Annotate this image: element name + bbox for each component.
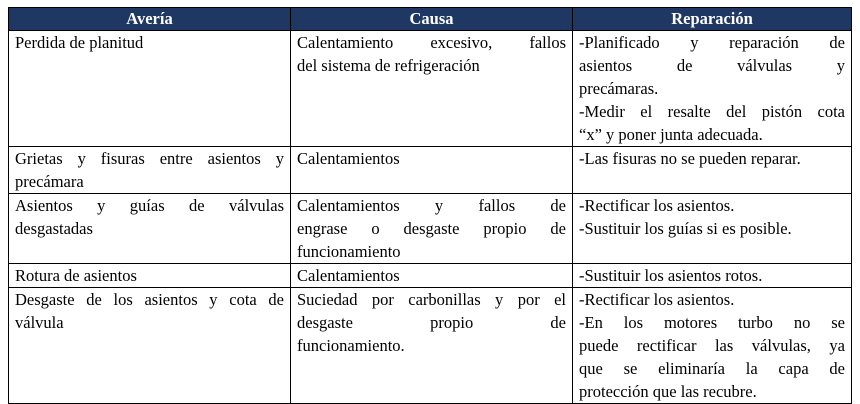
cell-line: -Medir el resalte del pistón cota — [579, 102, 845, 121]
header-reparacion: Reparación — [573, 8, 852, 31]
cell-line: Desgaste de los asientos y cota de — [15, 290, 284, 309]
cell-causa — [291, 31, 573, 147]
cell-line: Suciedad por carbonillas y por el — [297, 290, 566, 309]
cell-line: Calentamientos y fallos de — [297, 196, 566, 215]
cell-line: engrase o desgaste propio de — [297, 219, 566, 238]
cell-causa — [291, 264, 573, 288]
cell-causa — [291, 147, 573, 194]
document-page — [8, 7, 851, 404]
cell-line: -Rectificar los asientos. — [579, 196, 735, 215]
cell-averia — [9, 147, 291, 194]
cell-line: -Sustituir los asientos rotos. — [579, 266, 763, 285]
table-row — [9, 288, 852, 404]
cell-line: que se eliminaría la capa de — [579, 359, 845, 378]
cell-line: -Planificado y reparación de — [579, 33, 845, 52]
cell-line: Grietas y fisuras entre asientos y — [15, 149, 284, 168]
header-averia: Avería — [9, 8, 291, 31]
header-row — [9, 8, 852, 31]
table-row — [9, 147, 852, 194]
cell-causa — [291, 288, 573, 404]
cell-line: Perdida de planitud — [15, 33, 144, 52]
cell-line: -Las fisuras no se pueden reparar. — [579, 149, 801, 168]
cell-causa — [291, 194, 573, 264]
table-header — [9, 8, 852, 31]
cell-line: asientos de válvulas y — [579, 56, 845, 75]
cell-averia — [9, 194, 291, 264]
cell-reparacion — [573, 264, 852, 288]
cell-line: Asientos y guías de válvulas — [15, 196, 284, 215]
breakdown-table — [8, 7, 852, 404]
table-body — [9, 31, 852, 404]
cell-line: Calentamientos — [297, 266, 400, 285]
table-row — [9, 31, 852, 147]
cell-reparacion — [573, 31, 852, 147]
table-row — [9, 264, 852, 288]
cell-line: desgaste propio de — [297, 313, 566, 332]
cell-line: puede rectificar las válvulas, ya — [579, 336, 845, 355]
cell-line: -En los motores turbo no se — [579, 313, 845, 332]
cell-line: precámara — [15, 172, 84, 191]
cell-reparacion — [573, 288, 852, 404]
cell-line: Calentamiento excesivo, fallos — [297, 33, 566, 52]
cell-reparacion — [573, 194, 852, 264]
cell-line: del sistema de refrigeración — [297, 56, 480, 75]
cell-line: Rotura de asientos — [15, 266, 137, 285]
cell-line: -Rectificar los asientos. — [579, 290, 735, 309]
cell-line: precámaras. — [579, 79, 659, 98]
cell-line: -Sustituir los guías si es posible. — [579, 219, 792, 238]
cell-line: válvula — [15, 313, 64, 332]
cell-averia — [9, 31, 291, 147]
cell-line: protección que las recubre. — [579, 382, 757, 401]
cell-averia — [9, 288, 291, 404]
cell-reparacion — [573, 147, 852, 194]
cell-line: “x” y poner junta adecuada. — [579, 125, 763, 144]
cell-averia — [9, 264, 291, 288]
cell-line: funcionamiento. — [297, 336, 405, 355]
cell-line: Calentamientos — [297, 149, 400, 168]
table-row — [9, 194, 852, 264]
cell-line: desgastadas — [15, 219, 93, 238]
header-causa: Causa — [291, 8, 573, 31]
cell-line: funcionamiento — [297, 242, 401, 261]
